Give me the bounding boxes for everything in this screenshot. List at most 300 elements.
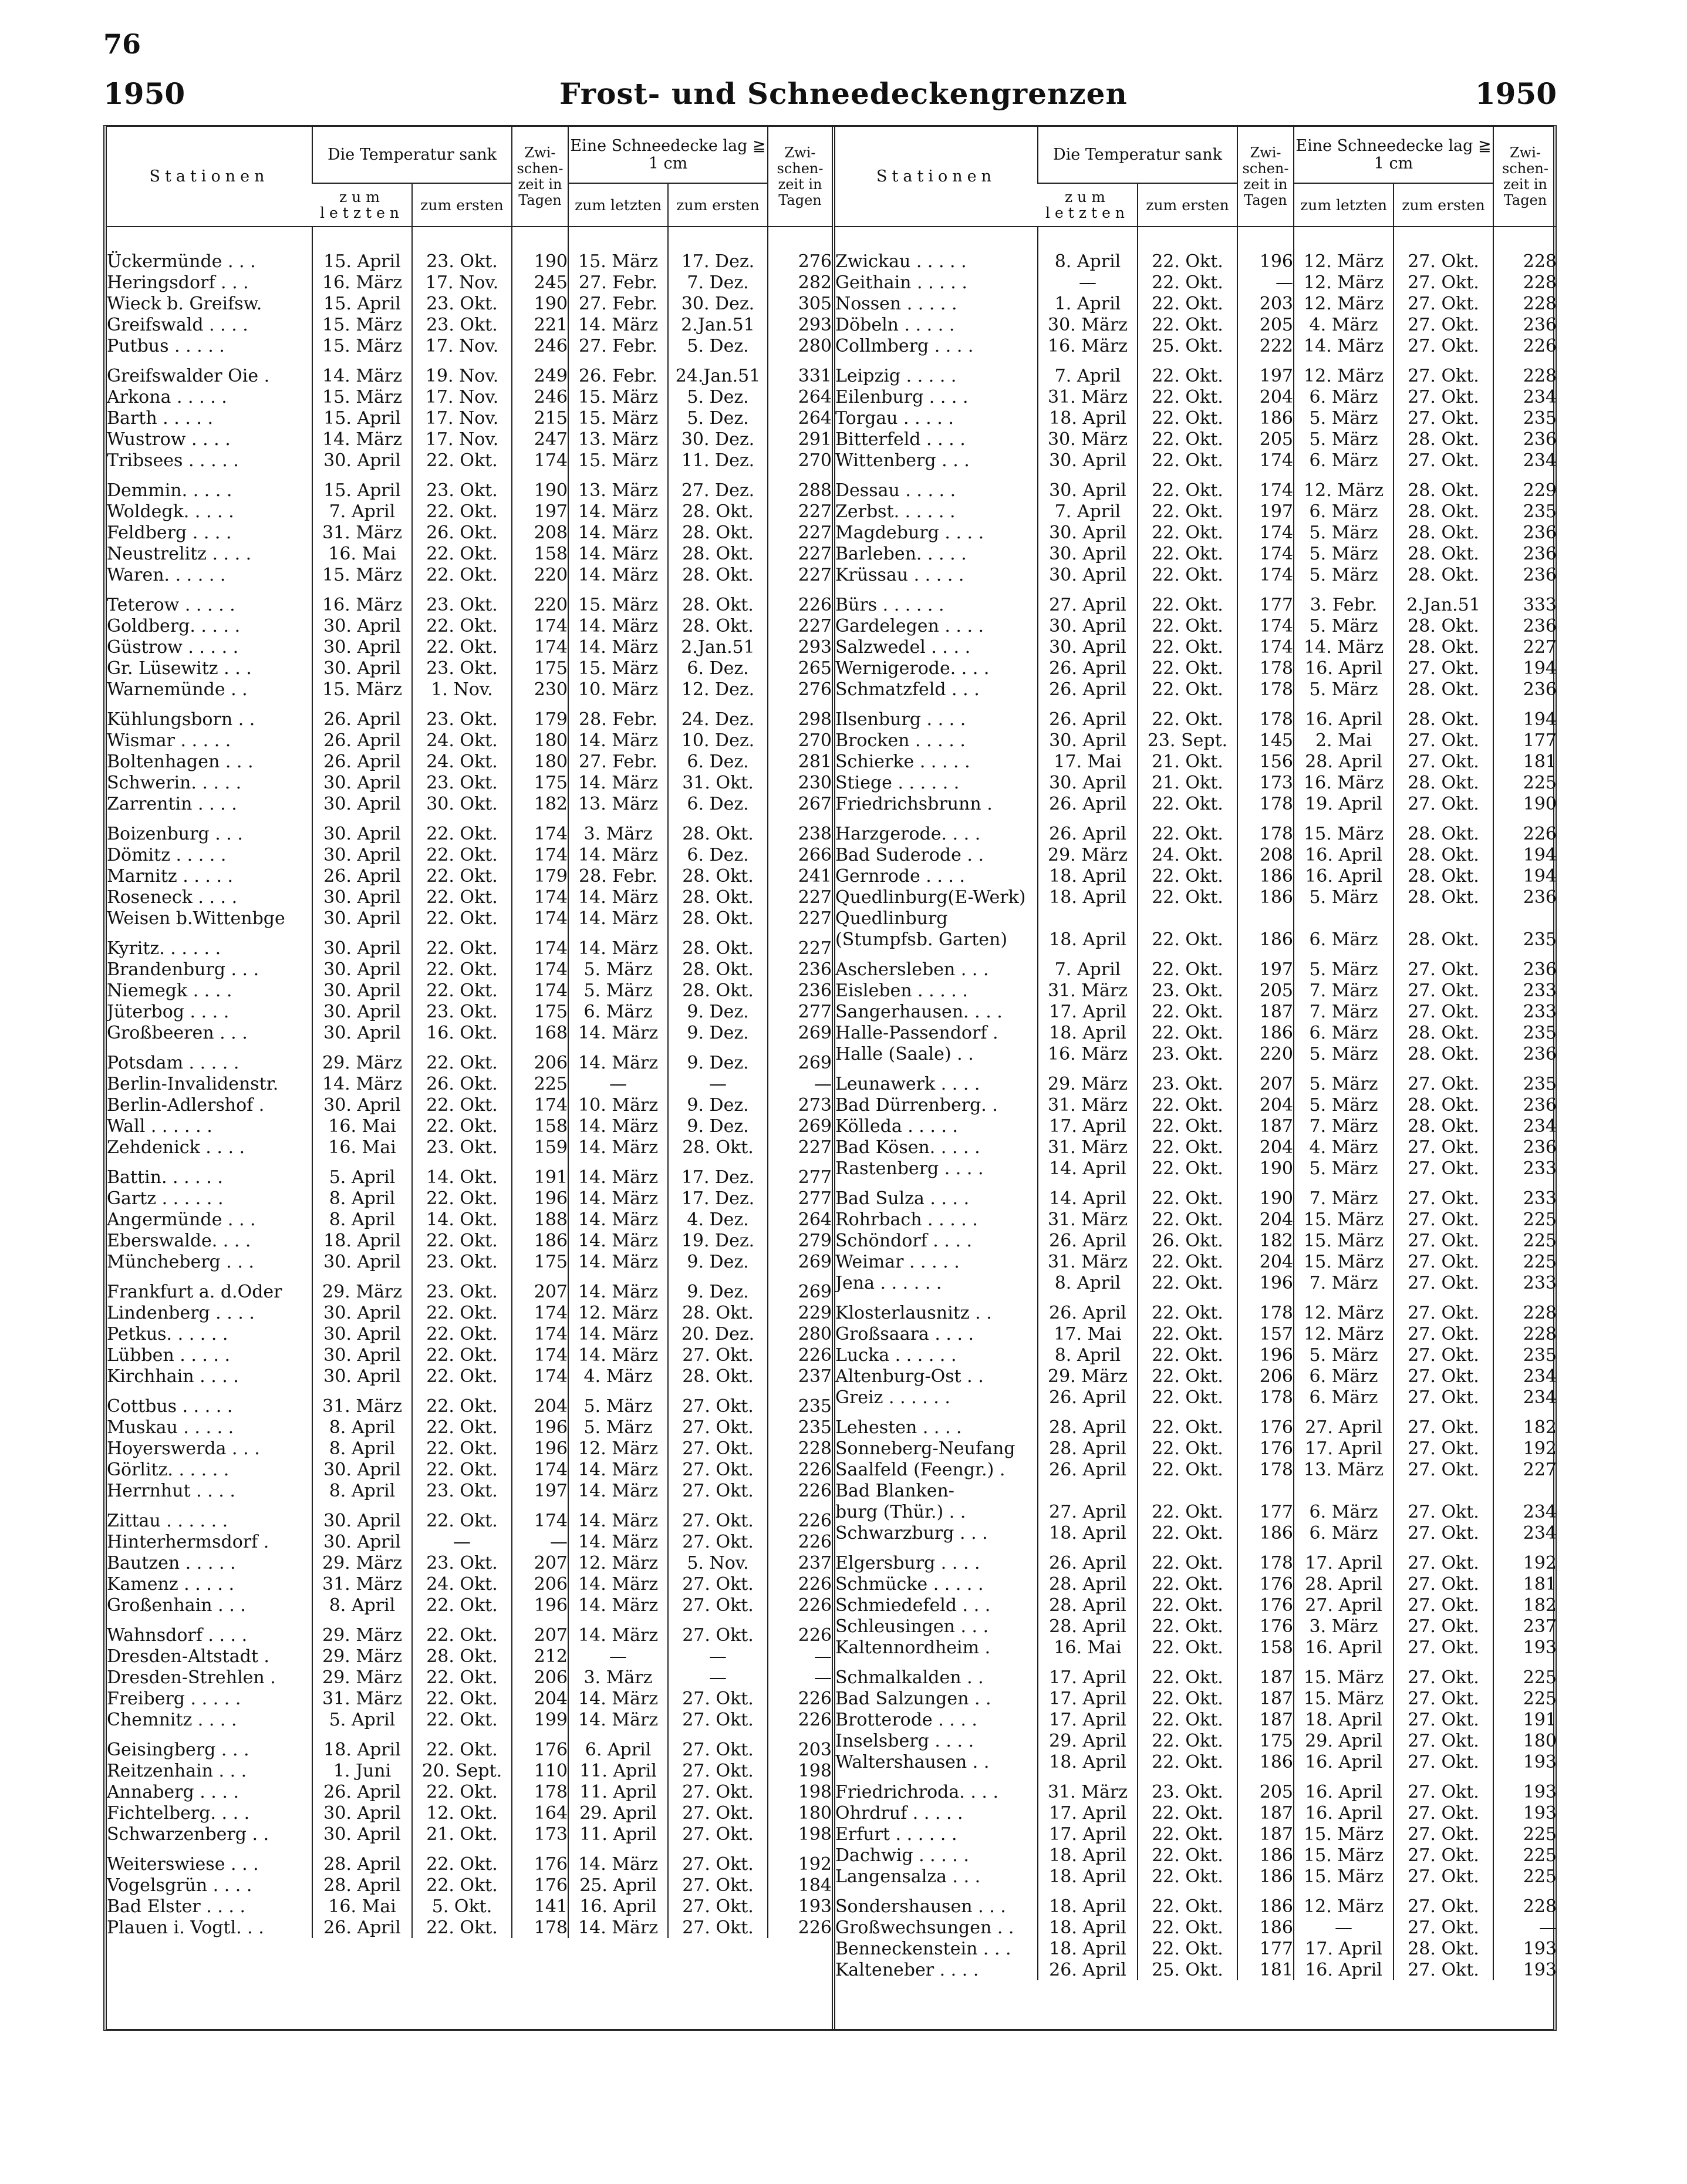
frost-free-days: 174 <box>512 1094 568 1115</box>
snow-free-days: 194 <box>1493 844 1557 865</box>
temp-last: 7. April <box>1038 959 1138 980</box>
temp-last: 26. April <box>1038 709 1138 730</box>
temp-first: 22. Okt. <box>1138 615 1237 636</box>
station-name: Erfurt . . . . . . <box>835 1824 957 1845</box>
temp-first: 22. Okt. <box>1138 865 1237 887</box>
station-name: Greifswald . . . . <box>107 314 248 335</box>
station-name: Waltershausen . . <box>835 1751 990 1772</box>
temp-last: 28. April <box>1038 1438 1138 1459</box>
table-row <box>107 679 832 700</box>
snow-last: 14. März <box>568 1209 668 1230</box>
frost-free-days: 191 <box>512 1167 568 1188</box>
table-row <box>835 1917 1557 1938</box>
temp-first <box>1138 1480 1237 1501</box>
snow-last: 14. März <box>568 1595 668 1616</box>
snow-last <box>1294 908 1394 929</box>
snow-last: 14. März <box>568 636 668 658</box>
station-name: Potsdam . . . . . <box>107 1052 239 1073</box>
station-name: Kaltennordheim . <box>835 1637 991 1658</box>
frost-free-days: 207 <box>512 1624 568 1646</box>
table-row <box>835 1845 1557 1866</box>
frost-free-days: 180 <box>512 730 568 751</box>
table-row <box>107 1917 832 1938</box>
station-name: Teterow . . . . . <box>107 594 235 615</box>
snow-free-days: 191 <box>1493 1709 1557 1730</box>
snow-last: 15. März <box>568 386 668 407</box>
table-row <box>107 1760 832 1781</box>
table-row <box>107 730 832 751</box>
station-name: Kölleda . . . . . <box>835 1115 959 1137</box>
header-gap-right: Zwi-schen-zeit in Tagen <box>1237 127 1294 227</box>
snow-first: 27. Okt. <box>1394 1552 1493 1573</box>
snow-last: 15. März <box>1294 1667 1394 1688</box>
snow-first: 28. Okt. <box>1394 501 1493 522</box>
snow-first <box>1394 908 1493 929</box>
table-row <box>835 1251 1557 1272</box>
snow-free-days: 225 <box>1493 1824 1557 1845</box>
temp-first: 22. Okt. <box>412 1344 512 1366</box>
temp-last: 17. April <box>1038 1709 1138 1730</box>
snow-first: 6. Dez. <box>668 658 768 679</box>
snow-last: 14. März <box>568 1624 668 1646</box>
snow-free-days: 273 <box>768 1094 832 1115</box>
station-name: Marnitz . . . . . <box>107 865 234 887</box>
snow-first: 27. Okt. <box>668 1396 768 1417</box>
temp-last: 30. April <box>312 615 412 636</box>
table-row <box>107 615 832 636</box>
station-name: Wittenberg . . . <box>835 450 970 471</box>
snow-first: 27. Okt. <box>1394 1459 1493 1480</box>
snow-last: 7. März <box>1294 1188 1394 1209</box>
temp-last: 28. April <box>1038 1616 1138 1637</box>
temp-last: 30. April <box>312 1344 412 1366</box>
temp-last: 16. März <box>312 594 412 615</box>
table-row <box>107 1459 832 1480</box>
temp-first: 22. Okt. <box>412 1781 512 1802</box>
temp-first: 22. Okt. <box>1138 594 1237 615</box>
snow-first: 28. Okt. <box>668 543 768 564</box>
snow-free-days: 233 <box>1493 980 1557 1001</box>
station-name: Berlin-Invalidenstr. <box>107 1073 279 1094</box>
snow-last: 12. März <box>1294 251 1394 272</box>
snow-last: 11. April <box>568 1781 668 1802</box>
temp-last: 17. April <box>1038 1667 1138 1688</box>
snow-last: 15. März <box>1294 823 1394 844</box>
temp-first: 22. Okt. <box>1138 543 1237 564</box>
snow-last: 14. März <box>568 1188 668 1209</box>
frost-free-days: 180 <box>512 751 568 772</box>
temp-first: 16. Okt. <box>412 1022 512 1043</box>
snow-last: 12. März <box>1294 1302 1394 1323</box>
temp-first: 22. Okt. <box>1138 1709 1237 1730</box>
table-row <box>107 844 832 865</box>
snow-last: 14. März <box>568 1459 668 1480</box>
frost-free-days: 178 <box>1237 1387 1294 1408</box>
snow-first: 10. Dez. <box>668 730 768 751</box>
temp-last: 30. April <box>1038 636 1138 658</box>
snow-last: 26. Febr. <box>568 365 668 386</box>
snow-first: 27. Okt. <box>668 1824 768 1845</box>
temp-first: 22. Okt. <box>1138 1552 1237 1573</box>
table-row <box>107 1115 832 1137</box>
snow-free-days: 280 <box>768 335 832 356</box>
station-name: Gernrode . . . . <box>835 865 966 887</box>
snow-last: 28. April <box>1294 751 1394 772</box>
frost-free-days: 158 <box>1237 1637 1294 1658</box>
temp-last: 16. Mai <box>312 543 412 564</box>
frost-free-days: 174 <box>1237 522 1294 543</box>
table-row <box>835 823 1557 844</box>
temp-first: 22. Okt. <box>1138 1115 1237 1137</box>
frost-free-days: 187 <box>1237 1802 1294 1824</box>
snow-last: 29. April <box>568 1802 668 1824</box>
table-row <box>835 1302 1557 1323</box>
temp-first: 22. Okt. <box>1138 365 1237 386</box>
temp-last: 30. April <box>312 938 412 959</box>
station-name: Dresden-Strehlen . <box>107 1667 276 1688</box>
frost-free-days: 190 <box>512 293 568 314</box>
snow-last: 14. März <box>568 1480 668 1501</box>
station-name: Inselsberg . . . . <box>835 1730 974 1751</box>
stations-table-left <box>107 127 832 1938</box>
station-name: Bürs . . . . . . <box>835 594 944 615</box>
temp-last: 30. April <box>312 887 412 908</box>
temp-last: 18. April <box>1038 1751 1138 1772</box>
snow-last: 6. März <box>1294 1366 1394 1387</box>
table-body-right <box>835 227 1557 1980</box>
frost-free-days: 186 <box>1237 1896 1294 1917</box>
temp-first: 21. Okt. <box>1138 751 1237 772</box>
temp-first: 22. Okt. <box>412 1417 512 1438</box>
station-name: Weiterswiese . . . <box>107 1853 259 1875</box>
station-name: Harzgerode. . . . <box>835 823 981 844</box>
snow-first: 12. Dez. <box>668 679 768 700</box>
snow-free-days: 228 <box>1493 1896 1557 1917</box>
station-name: Warnemünde . . <box>107 679 248 700</box>
snow-free-days: 233 <box>1493 1001 1557 1022</box>
snow-free-days: — <box>768 1667 832 1688</box>
snow-free-days: 226 <box>1493 335 1557 356</box>
temp-first: 22. Okt. <box>412 1510 512 1531</box>
station-name: Eisleben . . . . . <box>835 980 968 1001</box>
frost-free-days: 174 <box>512 844 568 865</box>
snow-last: 5. März <box>1294 679 1394 700</box>
snow-last: 15. März <box>568 407 668 429</box>
group-spacer <box>835 950 1557 959</box>
temp-first: 22. Okt. <box>412 1739 512 1760</box>
table-row <box>107 865 832 887</box>
temp-first: 12. Okt. <box>412 1802 512 1824</box>
table-row <box>835 1094 1557 1115</box>
snow-first: 27. Okt. <box>1394 1959 1493 1980</box>
snow-first: 27. Okt. <box>668 1875 768 1896</box>
snow-free-days: 194 <box>1493 709 1557 730</box>
header-snow-first-right: zum ersten <box>1394 183 1493 227</box>
station-name: Großbeeren . . . <box>107 1022 248 1043</box>
station-name: Lübben . . . . . <box>107 1344 231 1366</box>
temp-last: 30. April <box>312 1094 412 1115</box>
snow-last: 6. März <box>568 1001 668 1022</box>
snow-first: 27. Okt. <box>668 1595 768 1616</box>
temp-last: 30. April <box>312 1459 412 1480</box>
temp-first: 22. Okt. <box>1138 1637 1237 1658</box>
snow-free-days: 298 <box>768 709 832 730</box>
temp-last: 31. März <box>1038 1781 1138 1802</box>
frost-free-days: 204 <box>1237 386 1294 407</box>
temp-first: 22. Okt. <box>1138 887 1237 908</box>
temp-last: 15. März <box>312 335 412 356</box>
header-year-right: 1950 <box>1475 76 1557 111</box>
temp-last: 26. April <box>1038 1552 1138 1573</box>
temp-first: 22. Okt. <box>1138 1751 1237 1772</box>
snow-last: 6. März <box>1294 501 1394 522</box>
station-name: Ückermünde . . . <box>107 251 256 272</box>
table-row <box>107 1209 832 1230</box>
snow-free-days: 226 <box>768 1344 832 1366</box>
temp-last: 29. März <box>312 1052 412 1073</box>
station-name: Schmiedefeld . . . <box>835 1595 991 1616</box>
snow-last: 16. April <box>1294 658 1394 679</box>
snow-free-days: 193 <box>1493 1637 1557 1658</box>
snow-free-days: 181 <box>1493 751 1557 772</box>
temp-first: 21. Okt. <box>1138 772 1237 793</box>
temp-first: 22. Okt. <box>412 1366 512 1387</box>
table-row <box>107 751 832 772</box>
frost-free-days: 177 <box>1237 1938 1294 1959</box>
frost-free-days: 186 <box>1237 407 1294 429</box>
snow-first: 27. Okt. <box>1394 1001 1493 1022</box>
snow-last: 15. März <box>568 594 668 615</box>
snow-last: 2. Mai <box>1294 730 1394 751</box>
table-row <box>835 1188 1557 1209</box>
snow-last: 5. März <box>1294 429 1394 450</box>
snow-last: 14. März <box>568 1022 668 1043</box>
temp-last: 26. April <box>1038 1459 1138 1480</box>
temp-last: 18. April <box>1038 1522 1138 1543</box>
temp-last: 29. März <box>312 1552 412 1573</box>
station-name: Lehesten . . . . <box>835 1417 962 1438</box>
snow-first: 28. Okt. <box>1394 1115 1493 1137</box>
snow-free-days: 234 <box>1493 450 1557 471</box>
temp-first: 22. Okt. <box>1138 1188 1237 1209</box>
temp-last: 30. April <box>312 844 412 865</box>
table-row <box>835 1230 1557 1251</box>
snow-free-days: 234 <box>1493 1115 1557 1137</box>
snow-first: 5. Nov. <box>668 1552 768 1573</box>
station-name: Wernigerode. . . . <box>835 658 990 679</box>
station-name: Weimar . . . . . <box>835 1251 960 1272</box>
frost-free-days: 174 <box>1237 450 1294 471</box>
station-name: Freiberg . . . . . <box>107 1688 241 1709</box>
snow-free-days: 235 <box>1493 501 1557 522</box>
table-row <box>107 1001 832 1022</box>
station-name: Waren. . . . . . <box>107 564 226 585</box>
snow-last: 14. März <box>568 730 668 751</box>
station-name: Dresden-Altstadt . <box>107 1646 269 1667</box>
snow-last: 14. März <box>568 1709 668 1730</box>
temp-last: 30. April <box>312 1802 412 1824</box>
snow-free-days: 236 <box>1493 887 1557 908</box>
table-row <box>835 1688 1557 1709</box>
snow-first: 27. Okt. <box>1394 407 1493 429</box>
snow-first: 28. Okt. <box>1394 679 1493 700</box>
temp-last: 29. März <box>312 1646 412 1667</box>
station-name: Schierke . . . . . <box>835 751 970 772</box>
snow-last: 13. März <box>568 480 668 501</box>
snow-last: 15. März <box>1294 1209 1394 1230</box>
temp-first: 23. Okt. <box>1138 1043 1237 1064</box>
snow-free-days: 279 <box>768 1230 832 1251</box>
table-row <box>835 1387 1557 1408</box>
temp-first: — <box>412 1531 512 1552</box>
station-name: Gr. Lüsewitz . . . <box>107 658 252 679</box>
snow-last: 14. März <box>568 314 668 335</box>
frost-free-days: 157 <box>1237 1323 1294 1344</box>
temp-first: 22. Okt. <box>412 1396 512 1417</box>
frost-free-days: 186 <box>1237 1022 1294 1043</box>
snow-first: 28. Okt. <box>668 501 768 522</box>
frost-free-days: 174 <box>1237 564 1294 585</box>
snow-last: 5. März <box>568 1396 668 1417</box>
table-row <box>835 887 1557 908</box>
station-name: Herrnhut . . . . <box>107 1480 235 1501</box>
temp-first: 23. Okt. <box>412 772 512 793</box>
snow-first: 27. Okt. <box>668 1688 768 1709</box>
temp-last: 30. April <box>1038 730 1138 751</box>
table-row <box>107 594 832 615</box>
snow-free-days: 225 <box>1493 1845 1557 1866</box>
snow-last: 14. März <box>568 1115 668 1137</box>
temp-first: 22. Okt. <box>1138 1730 1237 1751</box>
snow-last: 3. März <box>568 823 668 844</box>
header-gap-row <box>835 227 1557 251</box>
snow-first: 27. Okt. <box>1394 272 1493 293</box>
temp-first: 22. Okt. <box>1138 823 1237 844</box>
snow-free-days: 198 <box>768 1824 832 1845</box>
temp-last: 29. März <box>312 1667 412 1688</box>
table-row <box>835 293 1557 314</box>
snow-last: 14. März <box>568 938 668 959</box>
header-snow-right: Eine Schneedecke lag ≧ 1 cm <box>1294 127 1493 183</box>
table-row <box>835 1802 1557 1824</box>
snow-first: 27. Okt. <box>668 1802 768 1824</box>
frost-free-days: 174 <box>512 887 568 908</box>
snow-last: 14. März <box>568 844 668 865</box>
station-name: Geisingberg . . . <box>107 1739 249 1760</box>
station-name: Schmalkalden . . <box>835 1667 984 1688</box>
snow-free-days: 269 <box>768 1022 832 1043</box>
table-row <box>835 1137 1557 1158</box>
temp-first: 22. Okt. <box>1138 429 1237 450</box>
snow-first: 28. Okt. <box>1394 929 1493 950</box>
temp-first <box>1138 908 1237 929</box>
table-row <box>835 1866 1557 1887</box>
snow-free-days: 235 <box>1493 1344 1557 1366</box>
snow-last: 13. März <box>568 429 668 450</box>
snow-free-days: 226 <box>768 1459 832 1480</box>
snow-last: 14. März <box>568 908 668 929</box>
snow-last: — <box>568 1646 668 1667</box>
frost-free-days: 186 <box>1237 1845 1294 1866</box>
temp-last: 31. März <box>312 1396 412 1417</box>
station-name: Annaberg . . . . <box>107 1781 239 1802</box>
snow-last: 12. März <box>1294 1896 1394 1917</box>
temp-last: 28. April <box>312 1853 412 1875</box>
table-row <box>107 480 832 501</box>
frost-free-days: 174 <box>512 615 568 636</box>
table-row <box>835 1022 1557 1043</box>
frost-free-days: 176 <box>512 1739 568 1760</box>
header-snow: Eine Schneedecke lag ≧ 1 cm <box>568 127 768 183</box>
snow-free-days: 198 <box>768 1781 832 1802</box>
snow-first: 28. Okt. <box>1394 1938 1493 1959</box>
snow-last: 5. März <box>1294 1094 1394 1115</box>
frost-free-days: 204 <box>1237 1094 1294 1115</box>
temp-first: 22. Okt. <box>412 564 512 585</box>
snow-last: 27. Febr. <box>568 751 668 772</box>
station-name: Schmücke . . . . . <box>835 1573 984 1595</box>
snow-last: 14. März <box>568 1688 668 1709</box>
snow-first: 2.Jan.51 <box>668 314 768 335</box>
snow-first: 27. Okt. <box>1394 1688 1493 1709</box>
table-row <box>107 407 832 429</box>
frost-free-days: 174 <box>512 980 568 1001</box>
snow-last: 27. Febr. <box>568 272 668 293</box>
temp-last: 15. März <box>312 679 412 700</box>
group-spacer <box>107 814 832 823</box>
frost-free-days: 206 <box>512 1052 568 1073</box>
temp-first: 26. Okt. <box>412 1073 512 1094</box>
temp-first: 22. Okt. <box>1138 293 1237 314</box>
temp-last: 15. April <box>312 251 412 272</box>
snow-last: 27. April <box>1294 1417 1394 1438</box>
table-row <box>107 793 832 814</box>
snow-last: 19. April <box>1294 793 1394 814</box>
snow-first: 27. Okt. <box>668 1739 768 1760</box>
station-name: Müncheberg . . . <box>107 1251 254 1272</box>
table-row <box>107 980 832 1001</box>
temp-last: 30. April <box>1038 522 1138 543</box>
snow-last: 12. März <box>568 1302 668 1323</box>
table-row <box>835 793 1557 814</box>
station-name: Elgersburg . . . . <box>835 1552 980 1573</box>
snow-first: 28. Okt. <box>668 959 768 980</box>
temp-last: 17. April <box>1038 1824 1138 1845</box>
snow-free-days: 234 <box>1493 1501 1557 1522</box>
snow-free-days: 193 <box>1493 1959 1557 1980</box>
table-row <box>835 335 1557 356</box>
frost-free-days: 204 <box>1237 1251 1294 1272</box>
table-row <box>107 1802 832 1824</box>
temp-first: 14. Okt. <box>412 1209 512 1230</box>
temp-first: 23. Sept. <box>1138 730 1237 751</box>
snow-free-days: 235 <box>1493 929 1557 950</box>
station-name: Stiege . . . . . . <box>835 772 960 793</box>
snow-free-days: 227 <box>1493 1459 1557 1480</box>
temp-first: 22. Okt. <box>412 1688 512 1709</box>
snow-free-days: 226 <box>768 1917 832 1938</box>
table-row <box>835 1043 1557 1064</box>
table-row <box>835 844 1557 865</box>
temp-last: 30. April <box>312 959 412 980</box>
temp-first: 22. Okt. <box>1138 1323 1237 1344</box>
snow-first: 27. Okt. <box>1394 1824 1493 1845</box>
temp-first: 24. Okt. <box>412 1573 512 1595</box>
snow-first: 28. Okt. <box>1394 709 1493 730</box>
temp-first: 22. Okt. <box>1138 793 1237 814</box>
snow-last: 6. März <box>1294 1501 1394 1522</box>
table-row <box>835 1459 1557 1480</box>
